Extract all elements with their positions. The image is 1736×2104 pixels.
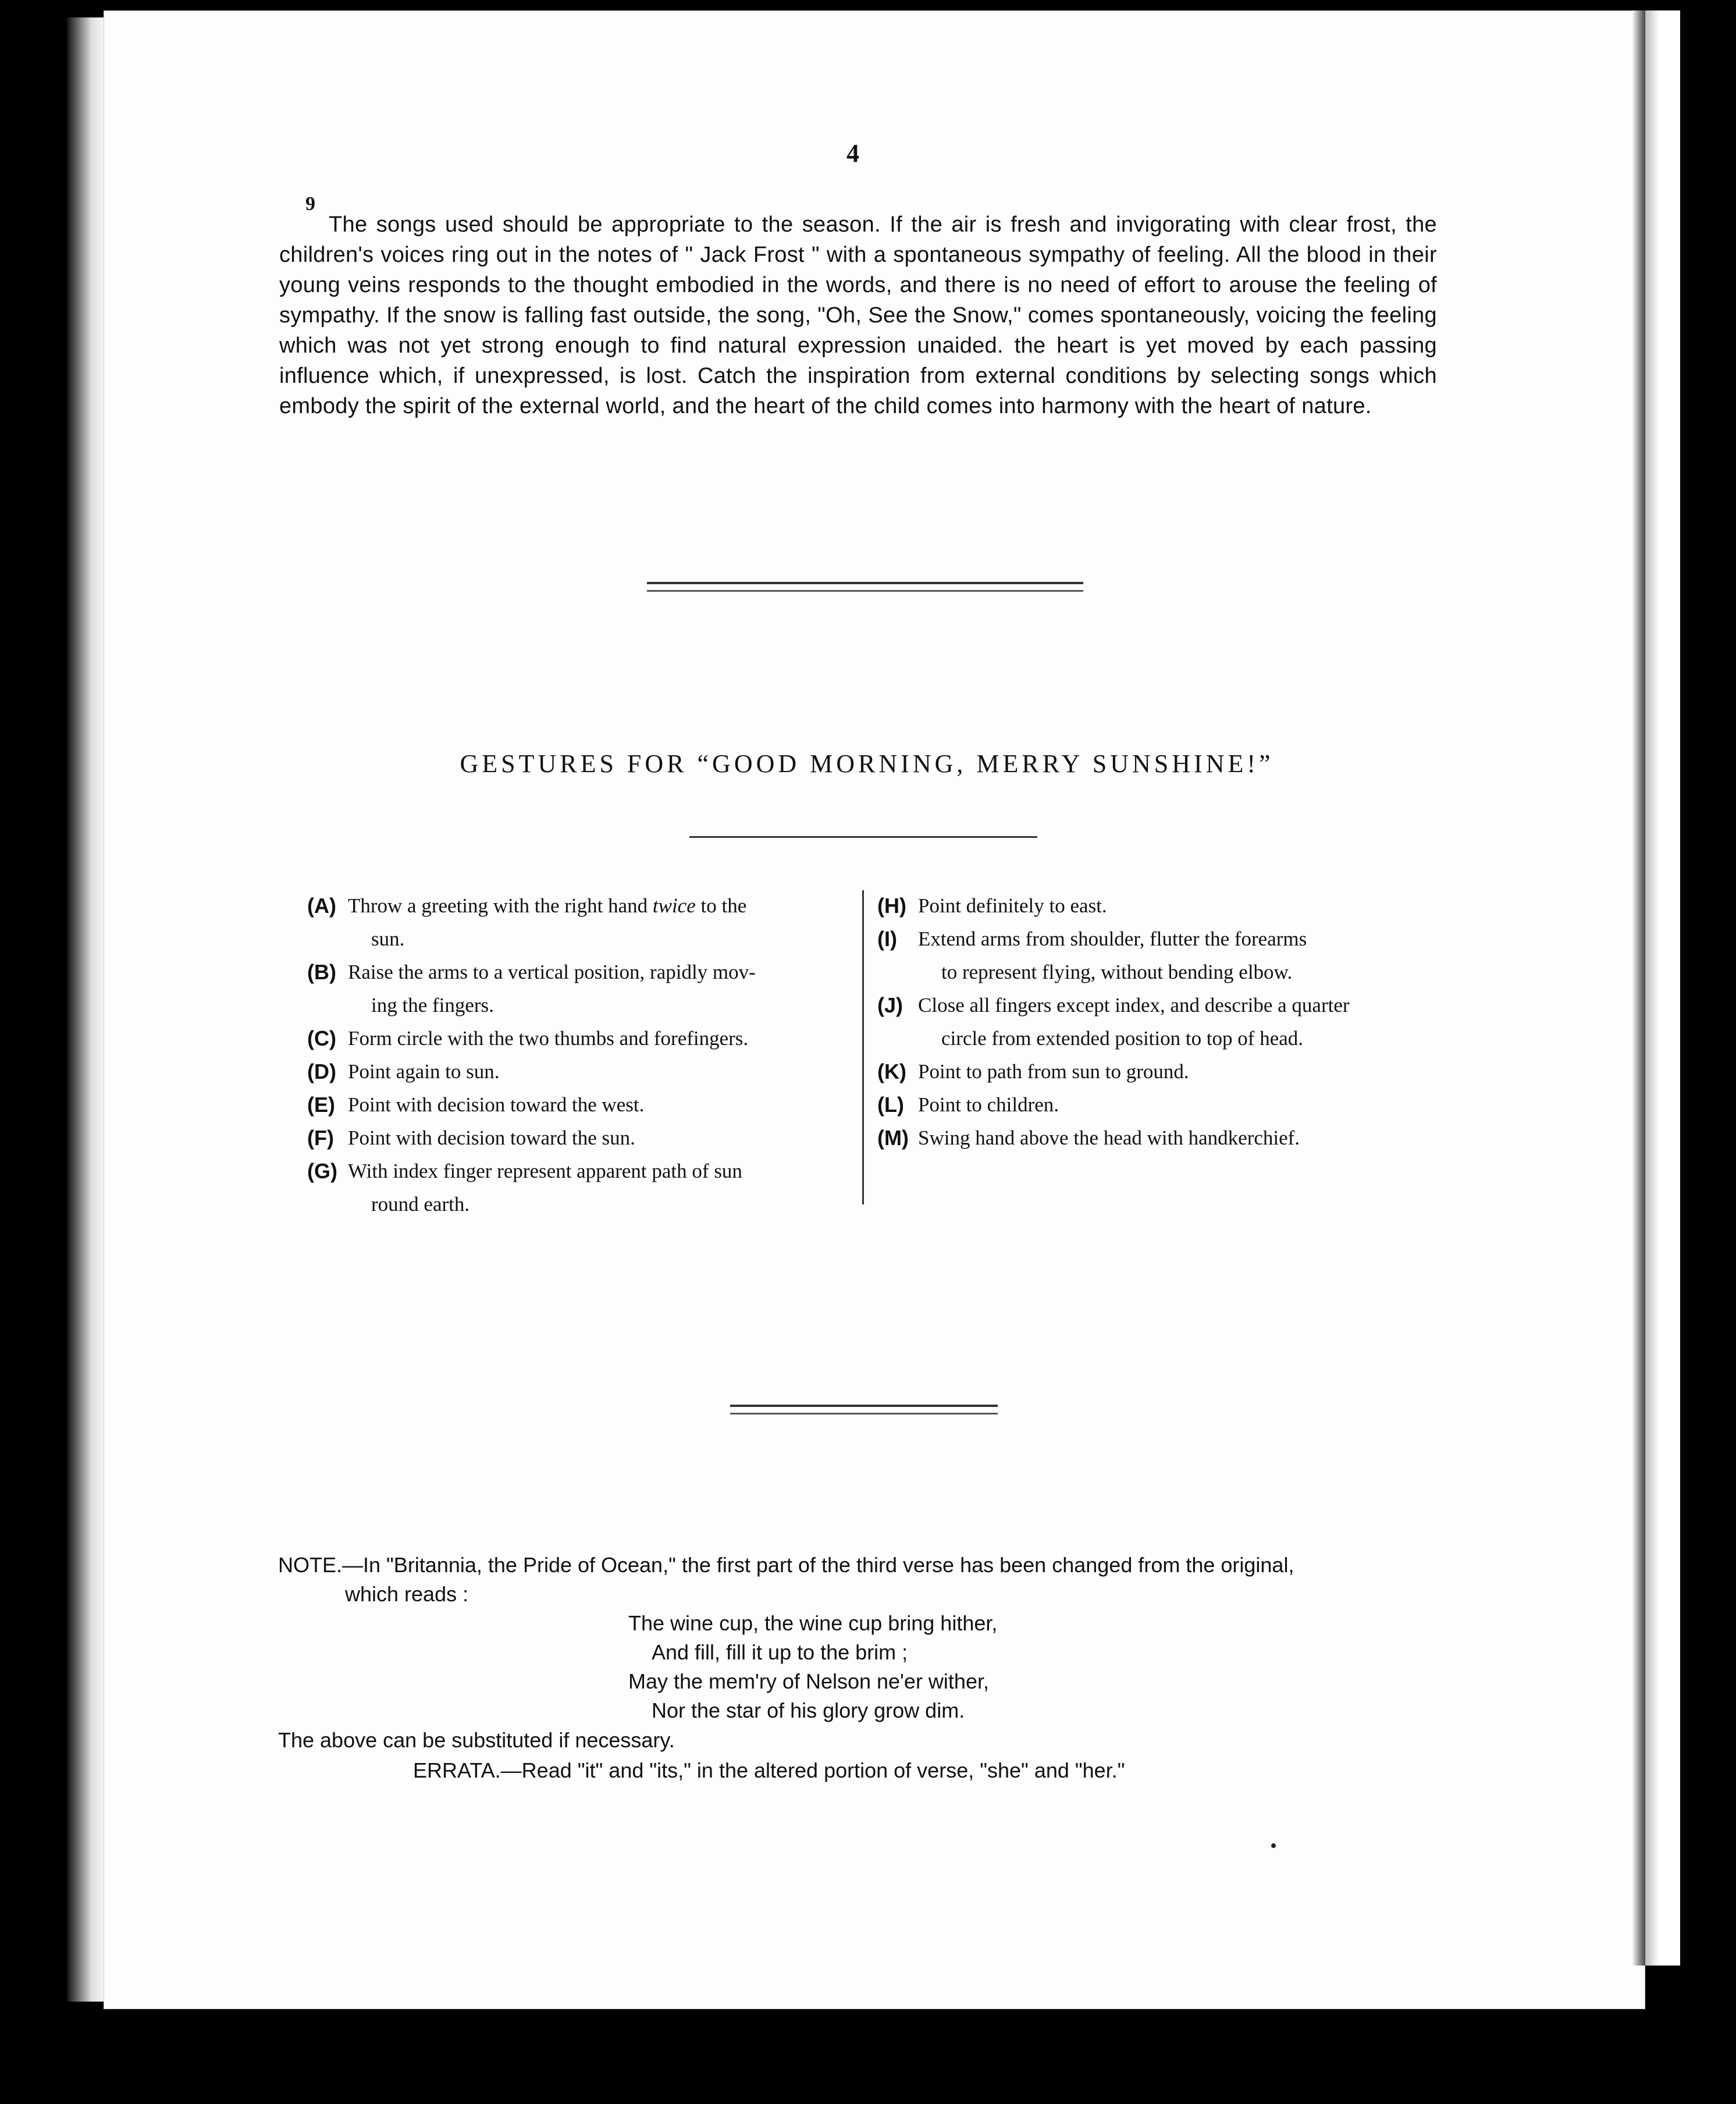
gesture-text-main: Swing hand above the head with handkerchief. [918, 1126, 1300, 1149]
gesture-item [307, 1154, 848, 1221]
heading-underline [689, 836, 1037, 838]
gesture-text [918, 1121, 1436, 1154]
gesture-text-emphasis: twice [652, 894, 696, 917]
gesture-text [918, 1055, 1436, 1088]
gesture-item [307, 1022, 848, 1055]
gesture-text-continuation: ing the fingers. [371, 994, 494, 1017]
substitution-note: The above can be substituted if necessary. [278, 1728, 675, 1752]
gesture-item [877, 1055, 1436, 1088]
gesture-item [877, 989, 1436, 1055]
gesture-text [348, 889, 848, 955]
gesture-letter: (D) [307, 1060, 336, 1083]
gesture-text-tail: to the [695, 894, 747, 917]
gesture-item [877, 1121, 1436, 1154]
gesture-text [918, 989, 1436, 1055]
gesture-text-main: Point to path from sun to ground. [918, 1060, 1189, 1083]
gesture-text-main: Point to children. [918, 1093, 1059, 1116]
gesture-text-main: Point again to sun. [348, 1060, 500, 1083]
gesture-text [918, 922, 1436, 989]
gesture-text-main: Raise the arms to a vertical position, rapidly mov- [348, 961, 756, 983]
gestures-right-column [877, 889, 1436, 1154]
gesture-text [918, 1088, 1436, 1121]
gesture-text-main: Extend arms from shoulder, flutter the forearms [918, 927, 1307, 950]
page-left-edge [67, 17, 108, 2002]
gesture-text-continuation: circle from extended position to top of head. [941, 1027, 1304, 1050]
errata-note: ERRATA.—Read "it" and "its," in the altered portion of verse, "she" and "her." [413, 1758, 1125, 1782]
gesture-item [877, 1088, 1436, 1121]
ink-speck [1271, 1843, 1276, 1848]
gesture-letter: (F) [307, 1126, 334, 1150]
paragraph-mark: 9 [305, 193, 315, 215]
double-rule-divider [647, 582, 1083, 592]
gesture-text-main: Form circle with the two thumbs and forefingers. [348, 1027, 749, 1050]
gesture-text-main: Point definitely to east. [918, 894, 1107, 917]
gesture-letter: (E) [307, 1093, 335, 1117]
gestures-left-column [307, 889, 848, 1221]
column-divider [862, 890, 864, 1204]
gesture-item [307, 889, 848, 955]
gesture-item [307, 1055, 848, 1088]
gesture-text-continuation: to represent flying, without bending elbow. [941, 961, 1293, 983]
gesture-text [348, 1154, 848, 1221]
verse-line: The wine cup, the wine cup bring hither, [628, 1611, 998, 1635]
gesture-text [348, 955, 848, 1022]
gesture-letter: (C) [307, 1026, 336, 1050]
gesture-letter: (G) [307, 1159, 337, 1183]
gesture-item [307, 955, 848, 1022]
gesture-letter: (A) [307, 894, 336, 918]
gesture-item [307, 1088, 848, 1121]
gesture-letter: (K) [877, 1060, 906, 1083]
verse-block [628, 1609, 997, 1725]
gesture-letter: (J) [877, 993, 903, 1017]
gesture-text-main: Point with decision toward the west. [348, 1093, 645, 1116]
gesture-letter: (B) [307, 960, 336, 984]
gestures-heading: GESTURES FOR “GOOD MORNING, MERRY SUNSHINE!” [460, 749, 1274, 778]
note-block [278, 1551, 1459, 1609]
double-rule-divider-2 [730, 1405, 998, 1414]
gesture-text [348, 1055, 848, 1088]
page-number: 4 [846, 139, 859, 168]
gesture-text [918, 889, 1436, 922]
gesture-text-main: With index finger represent apparent path of sun [348, 1160, 742, 1182]
gesture-text-main: Throw a greeting with the right hand [348, 894, 653, 917]
note-text: NOTE.—In "Britannia, the Pride of Ocean," the first part of the third verse has been changed from the original, [278, 1553, 1294, 1577]
gesture-item [877, 889, 1436, 922]
gesture-letter: (I) [877, 927, 897, 951]
gesture-letter: (L) [877, 1093, 904, 1117]
note-reads: which reads : [345, 1582, 469, 1606]
intro-paragraph: The songs used should be appropriate to the season. If the air is fresh and invigorating with clear frost, the children's voices ring out in the notes of " Jack Frost " with a spontaneous sympathy of feeling. All the blood in their young veins responds to the thought embodied in the words, and there is no need of effort to arouse the feeling of sympathy. If the snow is falling fast outside, the song, "Oh, See the Snow," comes spontaneously, voicing the feeling which was not yet strong enough to find natural expression unaided. the heart is yet moved by each passing influence which, if unexpressed, is lost. Catch the inspiration from external conditions by selecting songs which embody the spirit of the external world, and the heart of the child comes into harmony with the heart of nature. [279, 212, 1437, 418]
gesture-text-continuation: sun. [371, 927, 405, 950]
verse-line: Nor the star of his glory grow dim. [652, 1698, 965, 1722]
gesture-text [348, 1088, 848, 1121]
gesture-text-main: Point with decision toward the sun. [348, 1126, 635, 1149]
gesture-text-continuation: round earth. [371, 1193, 470, 1216]
gesture-text [348, 1022, 848, 1055]
gesture-letter: (M) [877, 1126, 909, 1150]
gesture-letter: (H) [877, 894, 906, 918]
gesture-item [307, 1121, 848, 1154]
gesture-text [348, 1121, 848, 1154]
gestures-list [307, 889, 1430, 1227]
next-page-edge [1645, 10, 1680, 1966]
verse-line: And fill, fill it up to the brim ; [652, 1640, 908, 1664]
gesture-item [877, 922, 1436, 989]
verse-line: May the mem'ry of Nelson ne'er wither, [628, 1669, 989, 1693]
gesture-text-main: Close all fingers except index, and describe a quarter [918, 994, 1350, 1017]
